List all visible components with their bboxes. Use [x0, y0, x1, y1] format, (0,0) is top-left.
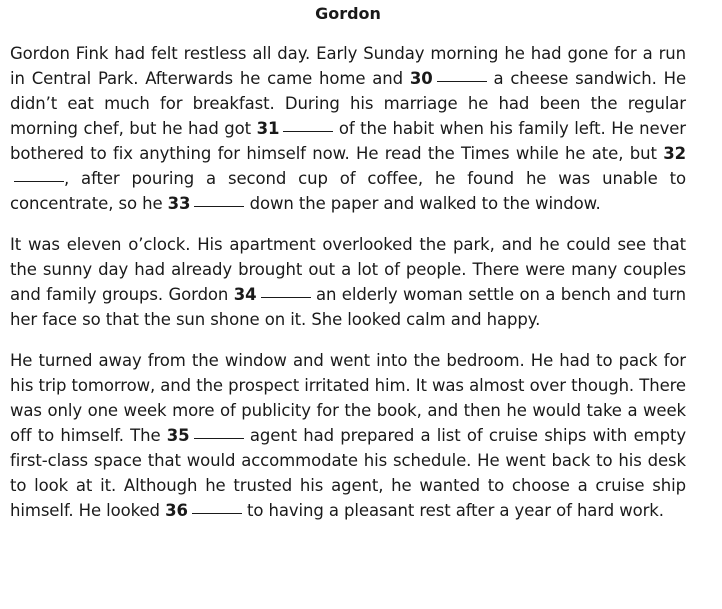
document-title: Gordon [315, 4, 381, 23]
gap-number-30: 30 [409, 69, 433, 88]
paragraph-3 [10, 348, 686, 523]
paragraph-text: a cheese sandwich. He didn’t eat much for breakfast. During his marriage he had been the regular morning chef, but he had got [10, 69, 686, 138]
gap-number-33: 33 [167, 194, 191, 213]
gap-blank-35[interactable] [194, 437, 244, 439]
gap-blank-36[interactable] [192, 512, 242, 514]
paragraph-text: He turned away from the window and went into the bedroom. He had to pack for his trip tomorrow, and the prospect irritated him. It was almost over though. There was only one week more of publicity for the book, and then he would take a week off to himself. The [10, 351, 686, 445]
paragraph-1 [10, 41, 686, 216]
paragraph-text: down the paper and walked to the window. [244, 194, 601, 213]
gap-blank-31[interactable] [283, 130, 333, 132]
gap-blank-32[interactable] [14, 180, 64, 182]
gap-number-36: 36 [165, 501, 188, 520]
gap-number-34: 34 [233, 285, 257, 304]
paragraph-2 [10, 232, 686, 332]
paragraph-text: Gordon Fink had felt restless all day. Early Sunday morning he had gone for a run in Central Park. Afterwards he came home and [10, 44, 686, 88]
paragraph-text: to having a pleasant rest after a year of hard work. [241, 501, 664, 520]
paragraph-text: It was eleven o’clock. His apartment overlooked the park, and he could see that the sunny day had already brought out a lot of people. There were many couples and family groups. Gordon [10, 235, 686, 304]
paragraph-text: of the habit when his family left. He never bothered to fix anything for himself now. He read the Times while he ate, but [10, 119, 686, 163]
paragraph-text: an elderly woman settle on a bench and turn her face so that the sun shone on it. She looked calm and happy. [10, 285, 687, 329]
paragraph-text: agent had prepared a list of cruise ships with empty first-class space that would accommodate his schedule. He went back to his desk to look at it. Although he trusted his agent, he wanted to choose a cruise ship himself. He looked [10, 426, 686, 520]
gap-number-35: 35 [166, 426, 190, 445]
gap-blank-33[interactable] [194, 205, 244, 207]
paragraph-text: , after pouring a second cup of coffee, he found he was unable to concentrate, so he [10, 169, 686, 213]
gap-number-31: 31 [256, 119, 280, 138]
gap-blank-30[interactable] [437, 80, 487, 82]
gap-blank-34[interactable] [261, 296, 311, 298]
gap-number-32: 32 [663, 144, 686, 163]
